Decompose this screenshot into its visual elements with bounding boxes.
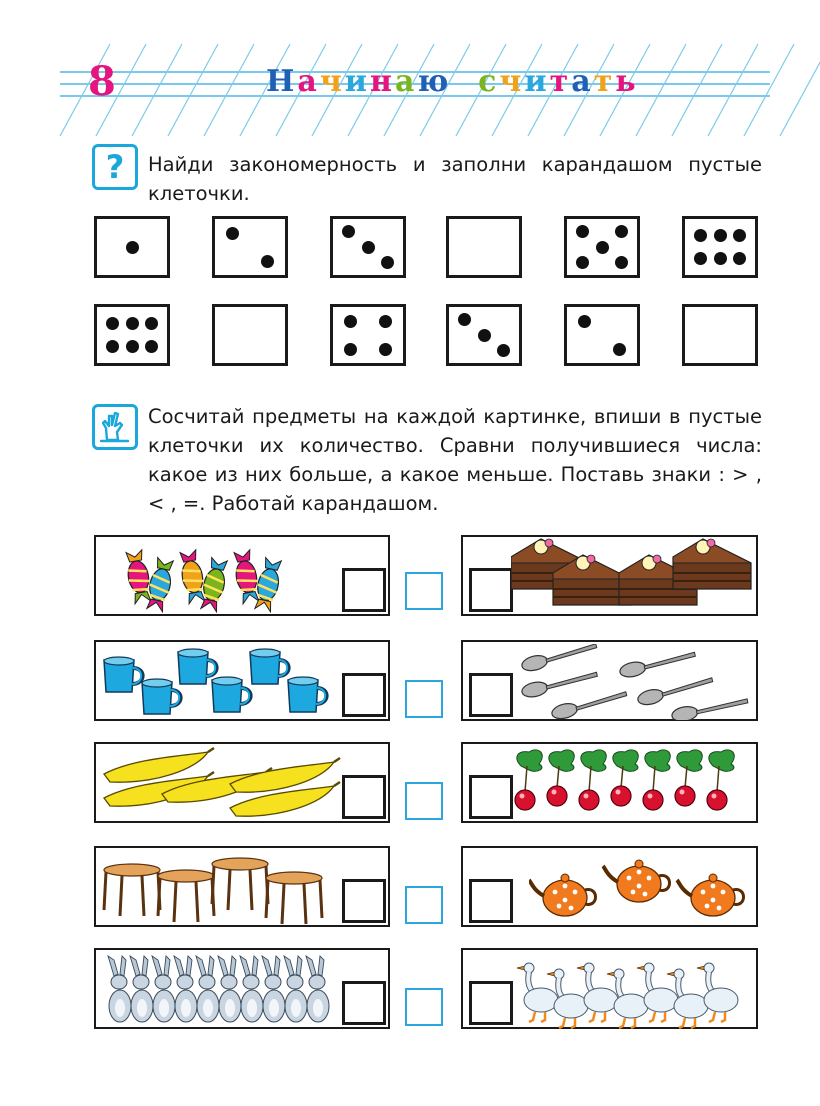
title-letter: с	[478, 64, 500, 99]
title-letter: а	[297, 64, 320, 99]
page-number: 8	[88, 58, 116, 105]
die-pip	[615, 256, 628, 269]
title-letter: н	[370, 64, 396, 99]
cherries-illustration	[507, 744, 757, 822]
die-pip	[613, 343, 626, 356]
die-pip	[733, 229, 746, 242]
die-pip	[497, 344, 510, 357]
die-pip	[714, 229, 727, 242]
die-pip	[226, 227, 239, 240]
die-pip	[381, 256, 394, 269]
hares-illustration	[100, 950, 338, 1029]
empty-die-cell[interactable]	[212, 304, 288, 366]
die-pip	[576, 225, 589, 238]
title-letter: а	[395, 64, 418, 99]
panel-hares	[94, 948, 390, 1029]
die-pip	[344, 315, 357, 328]
compare-box-4[interactable]	[405, 886, 443, 924]
question-glyph: ?	[105, 148, 125, 186]
title-letter: ь	[615, 64, 639, 99]
die-pip	[126, 317, 139, 330]
title-letter: Н	[266, 64, 298, 99]
die-face-5	[564, 216, 640, 278]
die-face-3	[446, 304, 522, 366]
panel-cakes	[461, 535, 758, 616]
title-letter: ч	[319, 64, 345, 99]
panel-stools	[94, 846, 390, 927]
die-face-3	[330, 216, 406, 278]
die-pip	[596, 241, 609, 254]
die-pip	[362, 241, 375, 254]
compare-box-5[interactable]	[405, 988, 443, 1026]
panel-teapots	[461, 846, 758, 927]
title-letter: т	[593, 64, 616, 99]
count-box-cakes[interactable]	[469, 568, 513, 612]
candies-illustration	[124, 541, 284, 613]
panel-spoons	[461, 640, 758, 721]
empty-die-cell[interactable]	[682, 304, 758, 366]
die-pip	[145, 317, 158, 330]
die-pip	[379, 343, 392, 356]
empty-die-cell[interactable]	[446, 216, 522, 278]
die-pip	[126, 241, 139, 254]
die-pip	[714, 252, 727, 265]
die-pip	[261, 255, 274, 268]
title-letter: и	[524, 64, 550, 99]
die-pip	[478, 329, 491, 342]
title-letter	[451, 64, 478, 99]
die-pip	[126, 340, 139, 353]
panel-bananas	[94, 742, 390, 823]
geese-illustration	[513, 950, 757, 1029]
die-face-2	[212, 216, 288, 278]
bananas-illustration	[102, 746, 342, 822]
die-face-2	[564, 304, 640, 366]
stools-illustration	[102, 850, 342, 926]
die-face-6	[94, 304, 170, 366]
title-letter: т	[549, 64, 572, 99]
panel-cherries	[461, 742, 758, 823]
die-pip	[379, 315, 392, 328]
teapots-illustration	[529, 850, 755, 926]
panel-cups	[94, 640, 390, 721]
title-letter: ч	[499, 64, 525, 99]
die-pip	[342, 225, 355, 238]
die-pip	[694, 252, 707, 265]
count-box-hares[interactable]	[342, 981, 386, 1025]
count-box-bananas[interactable]	[342, 775, 386, 819]
count-box-spoons[interactable]	[469, 673, 513, 717]
count-box-teapots[interactable]	[469, 879, 513, 923]
compare-box-1[interactable]	[405, 572, 443, 610]
panel-candies	[94, 535, 390, 616]
die-pip	[344, 343, 357, 356]
task1-instructions: Найди закономерность и заполни карандашом пустые клеточки.	[148, 153, 762, 205]
die-pip	[106, 340, 119, 353]
question-mark-icon	[92, 144, 138, 190]
cakes-illustration	[511, 537, 756, 615]
page-title	[266, 64, 639, 99]
die-pip	[578, 315, 591, 328]
cups-illustration	[102, 644, 342, 720]
title-letter: и	[344, 64, 371, 99]
title-letter: а	[571, 64, 594, 99]
die-face-6	[682, 216, 758, 278]
title-letter: ю	[417, 64, 452, 99]
count-box-candies[interactable]	[342, 568, 386, 612]
compare-box-2[interactable]	[405, 680, 443, 718]
counting-hand-icon	[92, 404, 138, 450]
die-pip	[106, 317, 119, 330]
die-pip	[733, 252, 746, 265]
panel-geese	[461, 948, 758, 1029]
die-pip	[694, 229, 707, 242]
die-pip	[458, 313, 471, 326]
die-face-1	[94, 216, 170, 278]
count-box-cups[interactable]	[342, 673, 386, 717]
compare-box-3[interactable]	[405, 782, 443, 820]
count-box-geese[interactable]	[469, 981, 513, 1025]
die-pip	[145, 340, 158, 353]
task2-instructions: Сосчитай предметы на каждой картинке, впиши в пустые клеточки их количество. Сравни получившиеся числа: какое из них больше, а какое меньше. Поставь знаки : > , < , =. Работай карандашом.	[148, 405, 762, 515]
count-box-stools[interactable]	[342, 879, 386, 923]
die-pip	[615, 225, 628, 238]
spoons-illustration	[513, 644, 753, 720]
die-face-4	[330, 304, 406, 366]
die-pip	[576, 256, 589, 269]
